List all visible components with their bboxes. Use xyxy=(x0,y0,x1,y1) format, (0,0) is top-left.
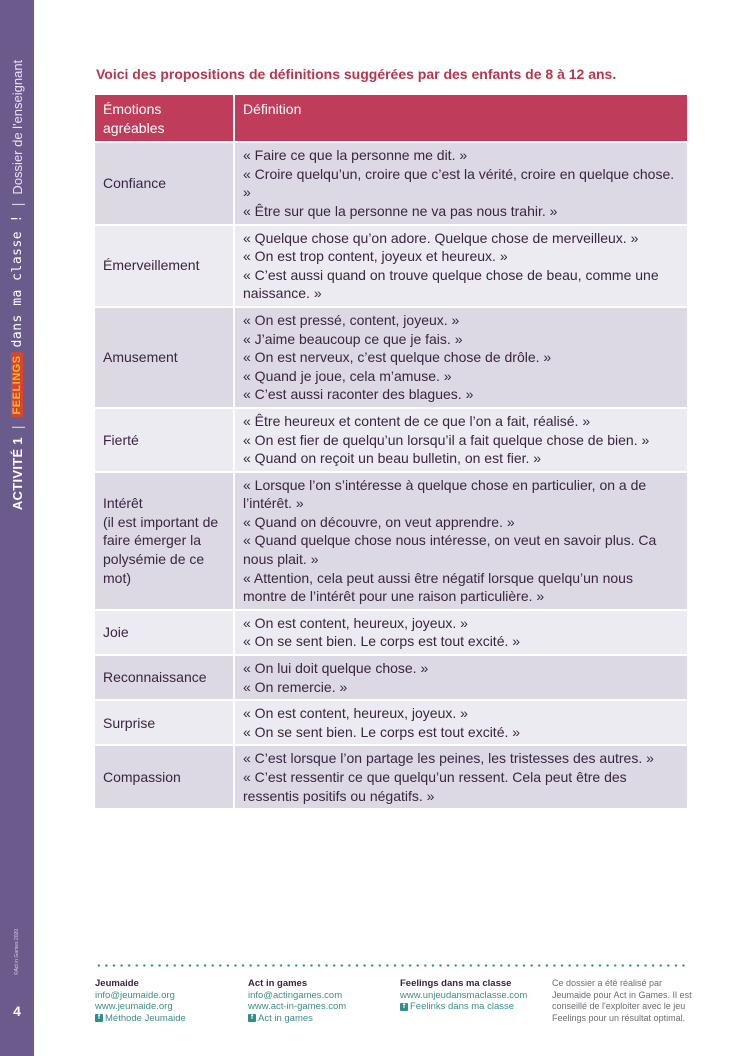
table-row xyxy=(95,745,687,809)
definition-quote: « Être sur que la personne ne va pas nous trahir. » xyxy=(243,202,558,219)
header-emotions: Émotions agréables xyxy=(95,95,234,142)
emotion-name: Amusement xyxy=(103,349,178,366)
intro-heading: Voici des propositions de définitions suggérées par des enfants de 8 à 12 ans. xyxy=(96,66,617,82)
definition-quote: « On se sent bien. Le corps est tout excité. » xyxy=(243,723,521,740)
facebook-label: Méthode Jeumaide xyxy=(105,1012,186,1024)
footer-title: Jeumaide xyxy=(95,978,139,989)
definition-quote: « On lui doit quelque chose. » xyxy=(243,660,429,677)
emotion-cell xyxy=(95,142,234,224)
footer-title: Feelings dans ma classe xyxy=(400,978,512,989)
emotion-cell xyxy=(95,700,234,745)
definition-quote: « On se sent bien. Le corps est tout excité. » xyxy=(243,633,521,650)
emotion-name: Intérêt xyxy=(103,495,143,512)
emotion-name: Compassion xyxy=(103,769,181,785)
definition-quote: « C’est aussi raconter des blagues. » xyxy=(243,386,474,403)
sidebar-running-header xyxy=(9,60,25,510)
footer-email-link[interactable]: info@actingames.com xyxy=(248,989,343,1001)
definition-quote: « On est fier de quelqu’un lorsqu’il a fait quelque chose de bien. » xyxy=(243,431,650,448)
definition-quote: « Quand on découvre, on veut apprendre. » xyxy=(243,513,515,530)
activity-label: ACTIVITÉ 1 xyxy=(9,437,25,511)
emotion-cell xyxy=(95,408,234,472)
emotion-cell xyxy=(95,655,234,700)
definition-quote: « On est content, heureux, joyeux. » xyxy=(243,705,468,722)
footer-website-link[interactable]: www.jeumaide.org xyxy=(95,1001,173,1012)
table-row xyxy=(95,610,687,655)
emotion-name: Émerveillement xyxy=(103,257,200,274)
definition-quote: « Quand quelque chose nous intéresse, on veut en savoir plus. Ca nous plait. » xyxy=(243,532,657,568)
footer-facebook-link[interactable] xyxy=(400,1001,527,1013)
definition-quote: « On est trop content, joyeux et heureux. » xyxy=(243,248,508,265)
definition-quote: « C’est aussi quand on trouve quelque chose de beau, comme une naissance. » xyxy=(243,266,659,302)
definition-cell xyxy=(234,655,687,700)
definition-cell xyxy=(234,700,687,745)
footer-website-link[interactable]: www.unjeudansmaclasse.com xyxy=(400,989,528,1001)
definition-cell xyxy=(234,472,687,610)
table-row xyxy=(95,225,687,307)
footer-actingames xyxy=(248,978,346,1024)
table-row xyxy=(95,655,687,700)
table-row xyxy=(95,700,687,745)
definition-quote: « On est pressé, content, joyeux. » xyxy=(243,311,460,328)
emotion-cell xyxy=(95,745,234,809)
emotion-name: Fierté xyxy=(103,431,139,448)
facebook-icon: f xyxy=(95,1014,103,1022)
emotion-name: Surprise xyxy=(103,714,156,731)
footer-title: Act in games xyxy=(248,978,308,989)
definition-cell xyxy=(234,745,687,809)
footer-feelings xyxy=(400,978,527,1013)
footer-facebook-link[interactable] xyxy=(95,1013,186,1025)
brand-logo xyxy=(10,214,25,417)
section-label: Dossier de l'enseignant xyxy=(9,59,25,195)
definition-quote: « Quelque chose qu’on adore. Quelque chose de merveilleux. » xyxy=(243,229,639,246)
copyright: ©Act in Games 2020 xyxy=(14,928,20,976)
definition-cell xyxy=(234,408,687,472)
emotion-name: Reconnaissance xyxy=(103,669,207,686)
definition-cell xyxy=(234,142,687,224)
header-definition: Définition xyxy=(234,95,687,142)
definition-quote: « On est nerveux, c’est quelque chose de drôle. » xyxy=(243,349,552,366)
footer-email-link[interactable]: info@jeumaide.org xyxy=(95,989,175,1001)
emotion-cell xyxy=(95,225,234,307)
table-row xyxy=(95,472,687,610)
footer-website-link[interactable]: www.act-in-games.com xyxy=(248,1001,347,1012)
table-row xyxy=(95,142,687,224)
emotion-note: (il est important de faire émerger la polysémie de ce mot) xyxy=(103,513,219,586)
definition-cell xyxy=(234,225,687,307)
definition-quote: « J’aime beaucoup ce que je fais. » xyxy=(243,330,463,347)
definition-quote: « Croire quelqu’un, croire que c’est la vérité, croire en quelque chose. » xyxy=(243,165,675,201)
definition-quote: « On est content, heureux, joyeux. » xyxy=(243,614,468,631)
definition-quote: « Faire ce que la personne me dit. » xyxy=(243,147,468,164)
footer-note: Ce dossier a été réalisé par Jeumaide pour Act in Games. Il est conseillé de l'exploiter avec le jeu Feelings pour un résultat optimal. xyxy=(552,978,692,1023)
definition-quote: « C’est ressentir ce que quelqu’un ressent. Cela peut être des ressentis positifs ou négatifs. » xyxy=(243,769,627,804)
separator: | xyxy=(9,425,25,430)
table-row xyxy=(95,307,687,408)
footer-divider xyxy=(95,964,687,967)
footer-jeumaide xyxy=(95,978,186,1024)
footer-facebook-link[interactable] xyxy=(248,1013,346,1025)
emotion-cell xyxy=(95,472,234,610)
definition-quote: « Lorsque l’on s’intéresse à quelque chose en particulier, on a de l’intérêt. » xyxy=(243,476,647,512)
facebook-icon: f xyxy=(400,1003,408,1011)
table-body xyxy=(95,142,687,809)
emotion-name: Confiance xyxy=(103,175,167,192)
page-number: 4 xyxy=(13,1003,21,1019)
definition-quote: « On remercie. » xyxy=(243,678,348,695)
emotion-name: Joie xyxy=(103,624,129,641)
brand-tagline: dans ma classe ! xyxy=(9,214,25,348)
sidebar xyxy=(0,0,34,1056)
definition-quote: « C’est lorsque l’on partage les peines, les tristesses des autres. » xyxy=(243,750,654,767)
definitions-table xyxy=(95,95,687,810)
definition-cell xyxy=(234,610,687,655)
facebook-icon: f xyxy=(248,1014,256,1022)
definition-cell xyxy=(234,307,687,408)
definition-quote: « Quand je joue, cela m’amuse. » xyxy=(243,367,452,384)
table-header-row xyxy=(95,95,687,142)
facebook-label: Act in games xyxy=(258,1012,313,1024)
definition-quote: « Être heureux et content de ce que l’on a fait, réalisé. » xyxy=(243,412,591,429)
feelings-logo: FEELINGS xyxy=(11,352,23,417)
table-row xyxy=(95,408,687,472)
separator: | xyxy=(9,202,25,207)
definition-quote: « Quand on reçoit un beau bulletin, on est fier. » xyxy=(243,450,542,467)
facebook-label: Feelinks dans ma classe xyxy=(410,1001,515,1012)
emotion-cell xyxy=(95,307,234,408)
definition-quote: « Attention, cela peut aussi être négatif lorsque quelqu’un nous montre de l’intérêt pour une raison particulière. » xyxy=(243,569,633,605)
emotion-cell xyxy=(95,610,234,655)
